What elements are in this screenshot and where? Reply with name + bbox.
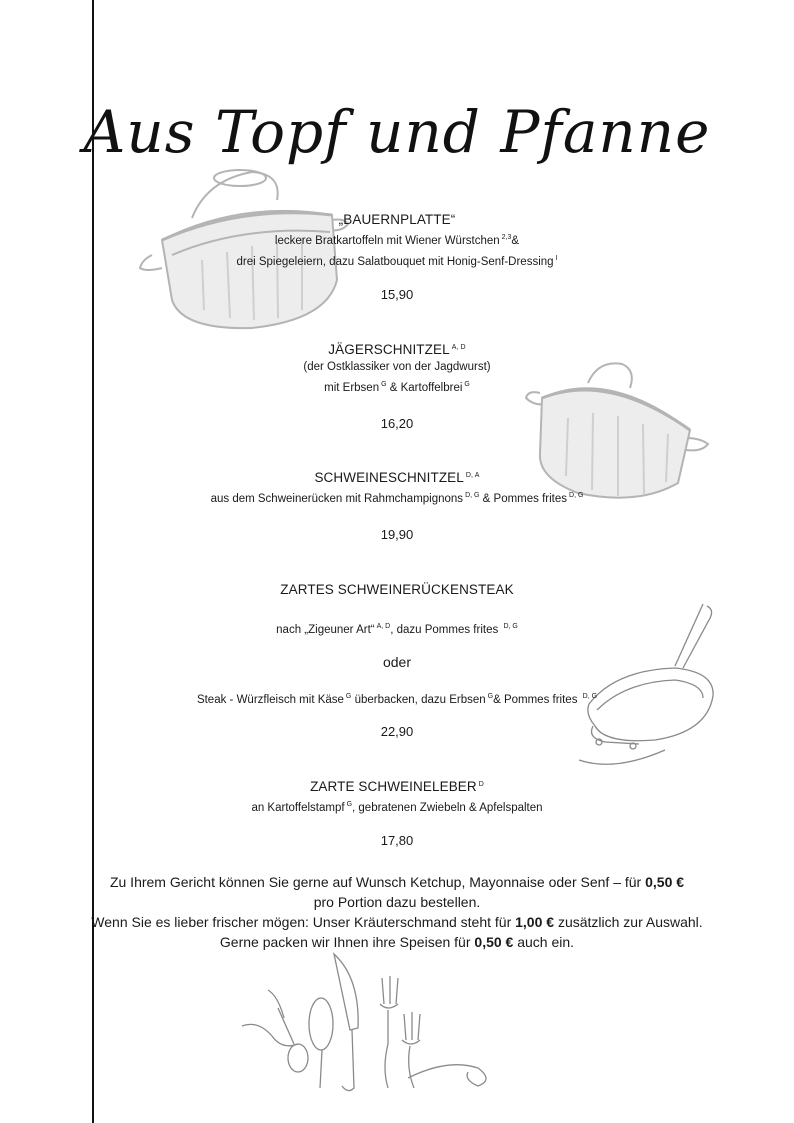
item-name: ZARTE SCHWEINELEBER $^D$ (310, 779, 484, 794)
item-price: 19,90 (380, 527, 414, 542)
item-description: an Kartoffelstampf $^G$, gebratenen Zwiebeln & Apfelspalten (251, 801, 543, 814)
item-price: 16,20 (380, 416, 414, 431)
item-description: drei Spiegeleiern, dazu Salatbouquet mit Honig-Senf-Dressing $^I$ (236, 255, 558, 268)
item-option: Steak - Würzfleisch mit Käse $^G$ überbacken, dazu Erbsen $^G$& Pommes frites $^{D, G}$ (196, 693, 598, 706)
item-price: 22,90 (380, 724, 414, 739)
menu-item-schweineleber (0, 779, 794, 817)
item-price: 17,80 (380, 833, 414, 848)
item-description: mit Erbsen $^G$ & Kartoffelbrei $^G$ (324, 381, 470, 394)
item-description: aus dem Schweinerücken mit Rahmchampignons $^{D, G}$ & Pommes frites $^{D, G}$ (210, 492, 584, 505)
condiments-notice (0, 872, 794, 952)
item-name: JÄGERSCHNITZEL $^{A, D}$ (328, 342, 466, 357)
notice-line: pro Portion dazu bestellen. (313, 894, 481, 910)
item-name: SCHWEINESCHNITZEL $^{D, A}$ (314, 470, 480, 485)
notice-line: Zu Ihrem Gericht können Sie gerne auf Wunsch Ketchup, Mayonnaise oder Senf – für 0,50 € (109, 874, 685, 890)
cutlery-line-art (238, 948, 498, 1098)
margin-rule (92, 0, 94, 1123)
menu-item-jaegerschnitzel (0, 342, 794, 397)
page-title: Aus Topf und Pfanne (83, 98, 711, 166)
notice-line: Wenn Sie es lieber frischer mögen: Unser Kräuterschmand steht für 1,00 € zusätzlich zur Auswahl. (91, 914, 703, 930)
item-name: ZARTES SCHWEINERÜCKENSTEAK (280, 582, 514, 597)
item-option: nach „Zigeuner Art“ $^{A, D}$, dazu Pommes frites $^{D, G}$ (276, 623, 518, 636)
item-description: (der Ostklassiker von der Jagdwurst) (303, 361, 491, 373)
item-price: 15,90 (380, 287, 414, 302)
item-or-separator: oder (382, 654, 412, 670)
menu-item-bauernplatte (0, 212, 794, 271)
menu-item-schweineschnitzel (0, 470, 794, 508)
notice-line: Gerne packen wir Ihnen ihre Speisen für 0,50 € auch ein. (219, 934, 575, 950)
item-description: leckere Bratkartoffeln mit Wiener Würstchen $^{2,3}$& (274, 234, 520, 247)
item-name: „BAUERNPLATTE“ (338, 212, 456, 227)
